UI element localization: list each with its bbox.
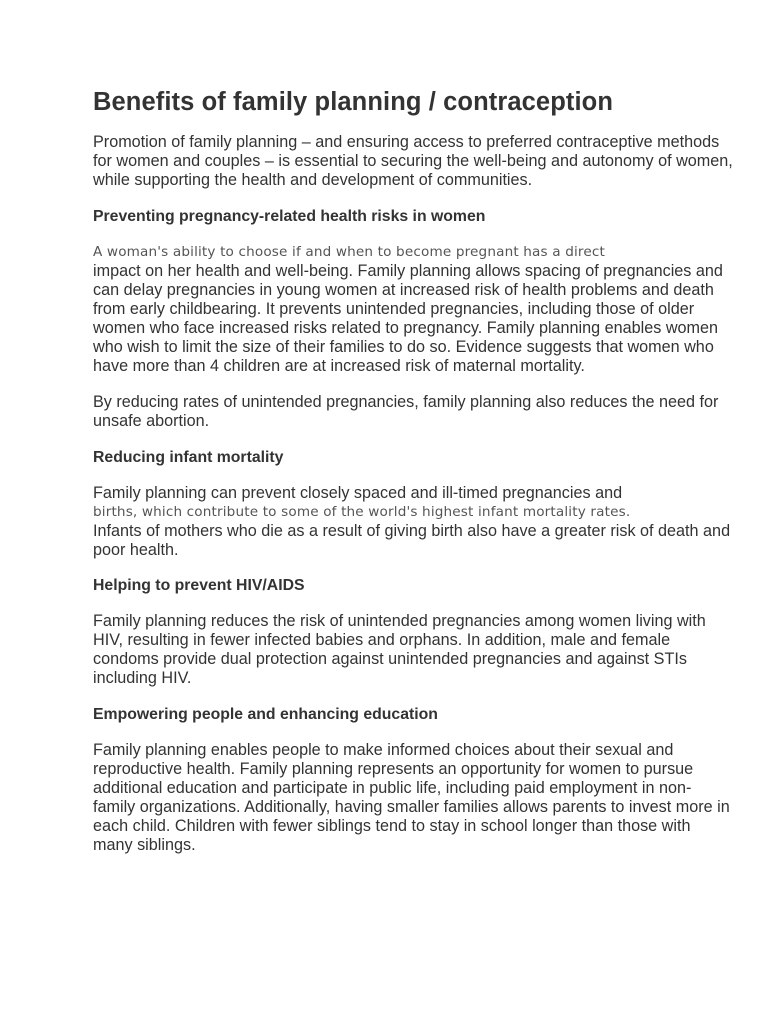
- section-heading-pregnancy-risks: Preventing pregnancy-related health risks in women: [93, 208, 486, 225]
- infant-mortality-body: Infants of mothers who die as a result of giving birth also have a greater risk of death and poor health.: [93, 522, 731, 559]
- section-heading-education: Empowering people and enhancing education: [93, 706, 438, 723]
- pregnancy-risks-first-line: A woman's ability to choose if and when to become pregnant has a direct: [93, 244, 605, 260]
- document-page: [93, 84, 733, 855]
- infant-mortality-line-2: births, which contribute to some of the world's highest infant mortality rates.: [93, 504, 631, 520]
- hiv-aids-paragraph: Family planning reduces the risk of unintended pregnancies among women living with HIV, resulting in fewer infected babies and orphans. In addition, male and female condoms provide dual protection against unintended pregnancies and against STIs including HIV.: [93, 612, 706, 687]
- infant-mortality-paragraph: [93, 484, 733, 560]
- page-title: Benefits of family planning / contraception: [93, 88, 614, 116]
- pregnancy-risks-body: impact on her health and well-being. Family planning allows spacing of pregnancies and can delay pregnancies in young women at increased risk of health problems and death from early childbearing. It prevents unintended pregnancies, including those of older women who face increased risks related to pregnancy. Family planning enables women who wish to limit the size of their families to do so. Evidence suggests that women who have more than 4 children are at increased risk of maternal mortality.: [93, 262, 723, 375]
- education-paragraph: Family planning enables people to make informed choices about their sexual and reproductive health. Family planning represents an opportunity for women to pursue additional education and participate in public life, including paid employment in non-family organizations. Additionally, having smaller families allows parents to invest more in each child. Children with fewer siblings tend to stay in school longer than those with many siblings.: [93, 741, 730, 854]
- unsafe-abortion-paragraph: By reducing rates of unintended pregnancies, family planning also reduces the need for unsafe abortion.: [93, 393, 719, 430]
- infant-mortality-line-1: Family planning can prevent closely spaced and ill-timed pregnancies and: [93, 484, 623, 502]
- pregnancy-risks-paragraph: [93, 243, 733, 376]
- intro-paragraph: Promotion of family planning – and ensuring access to preferred contraceptive methods for women and couples – is essential to securing the well-being and autonomy of women, while supporting the health and development of communities.: [93, 133, 733, 189]
- section-heading-infant-mortality: Reducing infant mortality: [93, 449, 284, 466]
- section-heading-hiv-aids: Helping to prevent HIV/AIDS: [93, 577, 305, 594]
